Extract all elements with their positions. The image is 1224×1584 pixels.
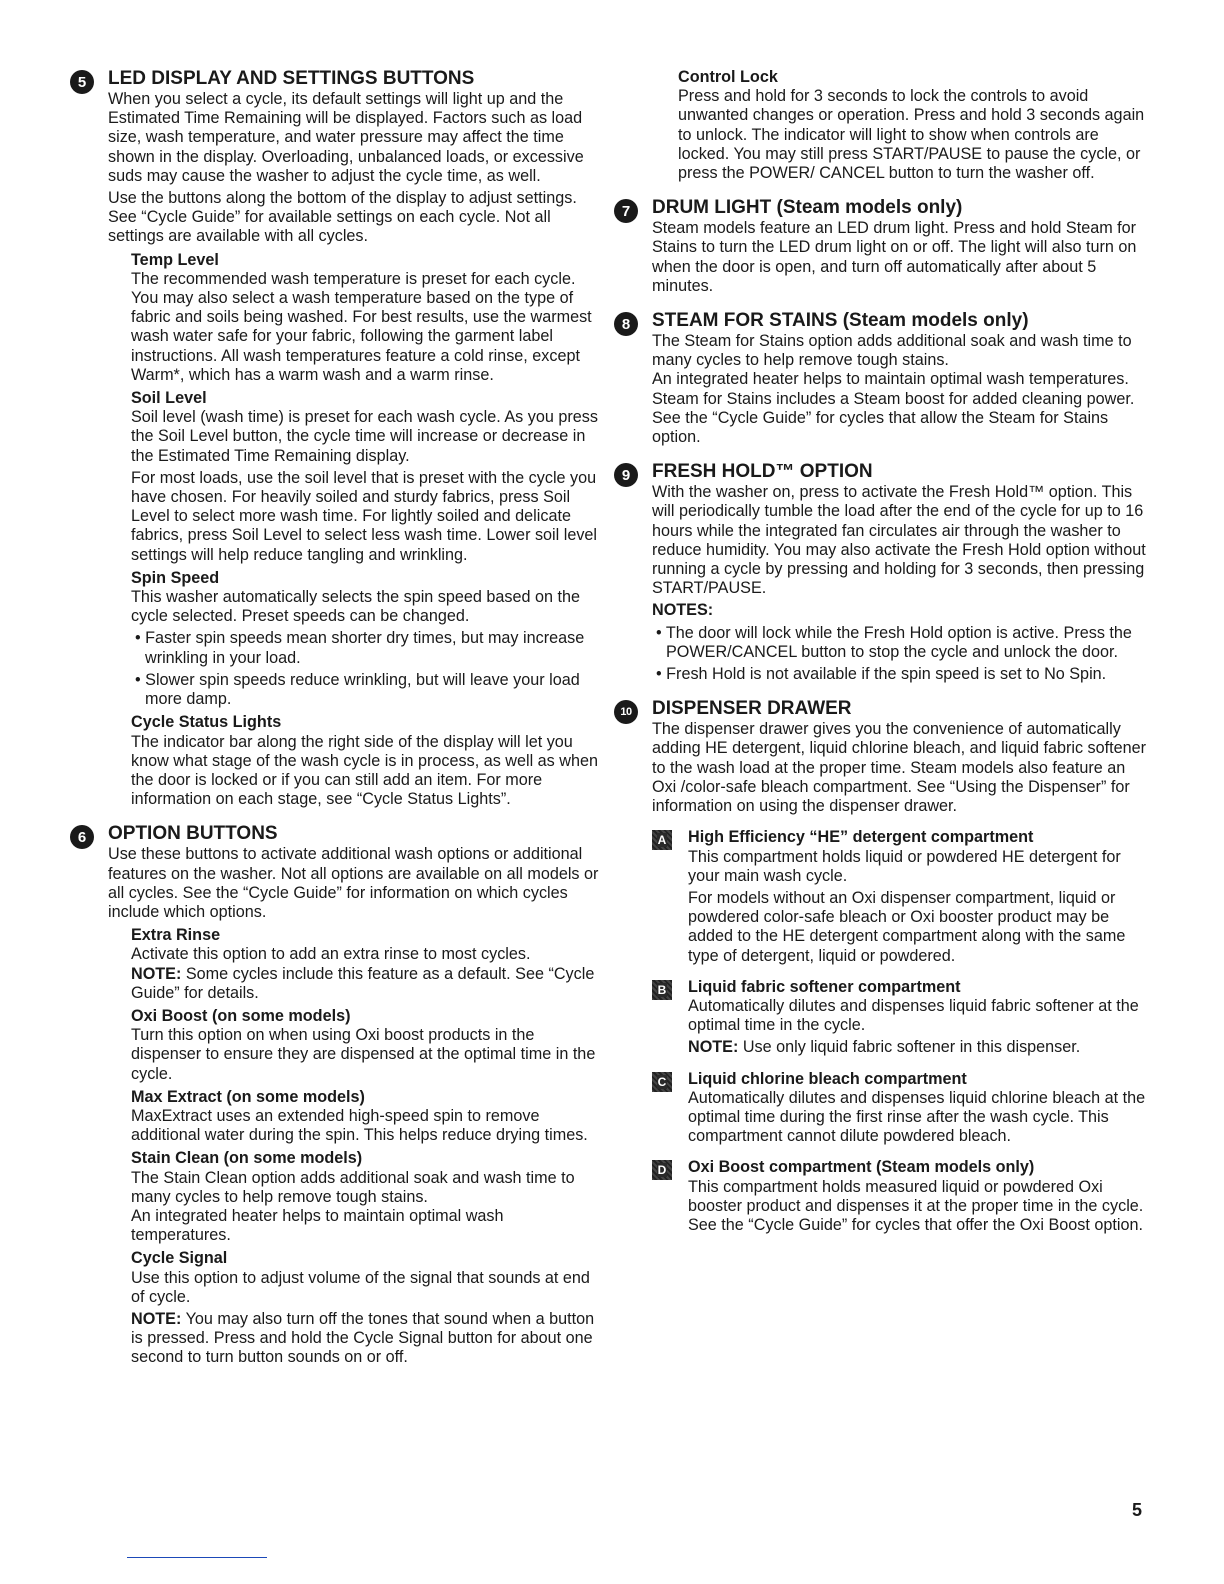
paragraph: Use the buttons along the bottom of the display to adjust settings. See “Cycle Guide” for available settings on each cycle. Not all settings are available with all cycles. bbox=[108, 189, 577, 246]
compartment-letter-icon bbox=[652, 1072, 672, 1092]
section-title: OPTION BUTTONS bbox=[108, 823, 278, 845]
bullet-item: • Slower spin speeds reduce wrinkling, but will leave your load more damp. bbox=[135, 670, 580, 709]
section-number-badge: 6 bbox=[70, 825, 94, 849]
dispenser-item-d bbox=[652, 1158, 1149, 1235]
subsection-temp-level bbox=[108, 251, 600, 810]
paragraph bbox=[688, 1038, 1149, 1057]
section-led-display bbox=[70, 68, 600, 809]
left-column bbox=[70, 68, 600, 1382]
subsection-options bbox=[108, 926, 600, 1367]
section-title: FRESH HOLD™ OPTION bbox=[652, 461, 873, 483]
paragraph: For most loads, use the soil level that is preset with the cycle you have chosen. For heavily soiled and sturdy fabrics, press Soil Level to select more wash time. For lightly soiled and delicate fabrics, press Soil Level to select less wash time. Lower soil level settings will help reduce tangling and wrinkling. bbox=[131, 468, 598, 564]
paragraph: This compartment holds measured liquid or powdered Oxi booster product and dispenses it at the proper time in the cycle. See the “Cycle Guide” for cycles that offer the Oxi Boost option. bbox=[688, 1177, 1144, 1234]
section-drum-light bbox=[614, 197, 1149, 296]
item-title: High Efficiency “HE” detergent compartment bbox=[688, 828, 1034, 847]
paragraph: Press and hold for 3 seconds to lock the controls to avoid unwanted changes or operation. Press and hold 3 seconds again to unlock. The indicator will light to show when controls are locked. You may still press START/PAUSE to pause the cycle, or press the POWER/ CANCEL button to turn the washer off. bbox=[678, 87, 1145, 183]
note-text: Use only liquid fabric softener in this dispenser. bbox=[738, 1038, 1081, 1057]
paragraph-text: The Stain Clean option adds additional soak and wash time to many cycles to help remove tough stains. bbox=[131, 1168, 575, 1206]
item-title: Liquid chlorine bleach compartment bbox=[688, 1069, 967, 1088]
paragraph: The dispenser drawer gives you the convenience of automatically adding HE detergent, liquid chlorine bleach, and liquid fabric softener to the wash load at the proper time. Steam models also feature an Oxi /color-safe bleach compartment. See “Using the Dispenser” for information on using the dispenser drawer. bbox=[652, 720, 1147, 816]
note-label: NOTE: bbox=[131, 1309, 182, 1328]
section-title: DISPENSER DRAWER bbox=[652, 698, 852, 720]
bullet-item: • Faster spin speeds mean shorter dry times, but may increase wrinkling in your load. bbox=[135, 629, 585, 667]
section-number-badge: 7 bbox=[614, 199, 638, 223]
subsection-title: Spin Speed bbox=[131, 568, 220, 587]
paragraph-text: Activate this option to add an extra rinse to most cycles. bbox=[131, 945, 531, 964]
subsection-title: Extra Rinse bbox=[131, 926, 221, 945]
paragraph: The recommended wash temperature is preset for each cycle. You may also select a wash temperature based on the type of fabric and soils being washed. For best results, use the warmest wash water safe for your fabric, following the garment label instructions. All wash temperatures feature a cold rinse, except Warm*, which has a warm wash and a warm rinse. bbox=[131, 269, 592, 384]
page-number: 5 bbox=[1131, 1500, 1142, 1520]
paragraph: Steam models feature an LED drum light. Press and hold Steam for Stains to turn the LED drum light on or off. The light will also turn on when the door is open, and turn off automatically after about 5 minutes. bbox=[652, 219, 1137, 295]
compartment-letter: C bbox=[657, 1074, 667, 1089]
note-text: You may also turn off the tones that sound when a button is pressed. Press and hold the Cycle Signal button for about one second to turn button sounds on or off. bbox=[131, 1309, 595, 1367]
compartment-letter: B bbox=[657, 982, 667, 997]
note-text: Some cycles include this feature as a default. See “Cycle Guide” for details. bbox=[131, 964, 595, 1002]
paragraph: This washer automatically selects the spin speed based on the cycle selected. Preset speeds can be changed. bbox=[131, 588, 581, 626]
section-fresh-hold bbox=[614, 461, 1149, 684]
paragraph: With the washer on, press to activate the Fresh Hold™ option. This will periodically tumble the load after the end of the cycle for up to 16 hours while the integrated fan circulates air through the washer to reduce humidity. You may also activate the Fresh Hold option without running a cycle by pressing and holding for 3 seconds, then pressing START/PAUSE. bbox=[652, 483, 1146, 598]
section-dispenser-drawer bbox=[614, 698, 1149, 1235]
section-number-badge: 8 bbox=[614, 312, 638, 336]
compartment-letter: A bbox=[657, 833, 667, 848]
paragraph: Soil level (wash time) is preset for each wash cycle. As you press the Soil Level button, the cycle time will increase or decrease in the Estimated Time Remaining display. bbox=[131, 408, 598, 465]
subsection-title: Max Extract (on some models) bbox=[131, 1087, 365, 1106]
paragraph: Automatically dilutes and dispenses liquid fabric softener at the optimal time in the cycle. bbox=[688, 996, 1139, 1035]
section-title: STEAM FOR STAINS (Steam models only) bbox=[652, 310, 1029, 332]
item-title: Liquid fabric softener compartment bbox=[688, 977, 961, 996]
paragraph: The indicator bar along the right side of the display will let you know what stage of the wash cycle is in process, as well as when the door is locked or if you can still add an item. For more information on each stage, see “Cycle Status Lights”. bbox=[131, 732, 598, 809]
subsection-title: Oxi Boost (on some models) bbox=[131, 1006, 351, 1025]
note-label: NOTE: bbox=[688, 1038, 739, 1057]
paragraph: Use these buttons to activate additional wash options or additional features on the washer. Not all options are available on all models or all cycles. See the “Cycle Guide” for information on which cycles include which options. bbox=[108, 845, 599, 921]
note-label: NOTE: bbox=[131, 964, 182, 983]
bullet-item: • Fresh Hold is not available if the spin speed is set to No Spin. bbox=[656, 665, 1107, 684]
paragraph: Automatically dilutes and dispenses liquid chlorine bleach at the optimal time during the first rinse after the wash cycle. This compartment cannot dilute powdered bleach. bbox=[688, 1088, 1146, 1146]
subsection-title: Stain Clean (on some models) bbox=[131, 1149, 363, 1168]
compartment-letter-icon bbox=[652, 980, 672, 1000]
subsection-title: Control Lock bbox=[678, 68, 778, 86]
dispenser-item-a bbox=[652, 828, 1149, 965]
subsection-title: Temp Level bbox=[131, 250, 219, 269]
paragraph: This compartment holds liquid or powdered HE detergent for your main wash cycle. bbox=[688, 847, 1121, 885]
paragraph: Turn this option on when using Oxi boost products in the dispenser to ensure they are dispensed at the optimal time in the cycle. bbox=[131, 1026, 596, 1083]
section-title: LED DISPLAY AND SETTINGS BUTTONS bbox=[108, 68, 475, 89]
section-number-badge: 10 bbox=[614, 700, 638, 724]
paragraph bbox=[652, 332, 1149, 447]
compartment-letter: D bbox=[657, 1163, 667, 1178]
dispenser-item-b bbox=[652, 978, 1149, 1058]
section-number-badge: 5 bbox=[70, 70, 94, 94]
subsection-title: Soil Level bbox=[131, 389, 207, 408]
paragraph bbox=[131, 1310, 600, 1368]
footer-divider bbox=[127, 1557, 267, 1558]
section-title: DRUM LIGHT (Steam models only) bbox=[652, 197, 963, 219]
right-column bbox=[614, 68, 1149, 1249]
notes-label: NOTES: bbox=[652, 601, 714, 620]
subsection-title: Cycle Signal bbox=[131, 1249, 228, 1268]
paragraph: MaxExtract uses an extended high-speed spin to remove additional water during the spin. This helps reduce drying times. bbox=[131, 1106, 588, 1145]
section-number-badge: 9 bbox=[614, 463, 638, 487]
paragraph-text: The Steam for Stains option adds additional soak and wash time to many cycles to help remove tough stains. bbox=[652, 332, 1132, 370]
paragraph: Use this option to adjust volume of the signal that sounds at end of cycle. bbox=[131, 1268, 590, 1306]
paragraph: When you select a cycle, its default settings will light up and the Estimated Time Remaining will be displayed. Factors such as load size, wash temperature, and water pressure may affect the time shown in the display. Overloading, unbalanced loads, or excessive suds may cause the washer to adjust the cycle time, as well. bbox=[108, 90, 584, 185]
paragraph-text: An integrated heater helps to maintain optimal wash temperatures. bbox=[131, 1206, 504, 1245]
paragraph-text: An integrated heater helps to maintain optimal wash temperatures. Steam for Stains includes a Steam boost for added cleaning power. See the “Cycle Guide” for cycles that allow the Steam for Stains option. bbox=[652, 370, 1135, 447]
bullet-item: • The door will lock while the Fresh Hold option is active. Press the POWER/CANCEL button to stop the cycle and unlock the door. bbox=[656, 623, 1132, 661]
compartment-letter-icon bbox=[652, 1160, 672, 1180]
compartment-letter-icon bbox=[652, 830, 672, 850]
paragraph: For models without an Oxi dispenser compartment, liquid or powdered color-safe bleach or Oxi booster product may be added to the HE detergent compartment along with the same type of detergent, liquid or powdered. bbox=[688, 888, 1126, 965]
item-title: Oxi Boost compartment (Steam models only) bbox=[688, 1158, 1035, 1177]
section-steam-for-stains bbox=[614, 310, 1149, 447]
subsection-title: Cycle Status Lights bbox=[131, 713, 282, 732]
dispenser-item-c bbox=[652, 1070, 1149, 1147]
subsection-control-lock bbox=[614, 68, 1149, 183]
paragraph bbox=[131, 1169, 600, 1246]
section-option-buttons bbox=[70, 823, 600, 1367]
paragraph bbox=[131, 945, 600, 1003]
